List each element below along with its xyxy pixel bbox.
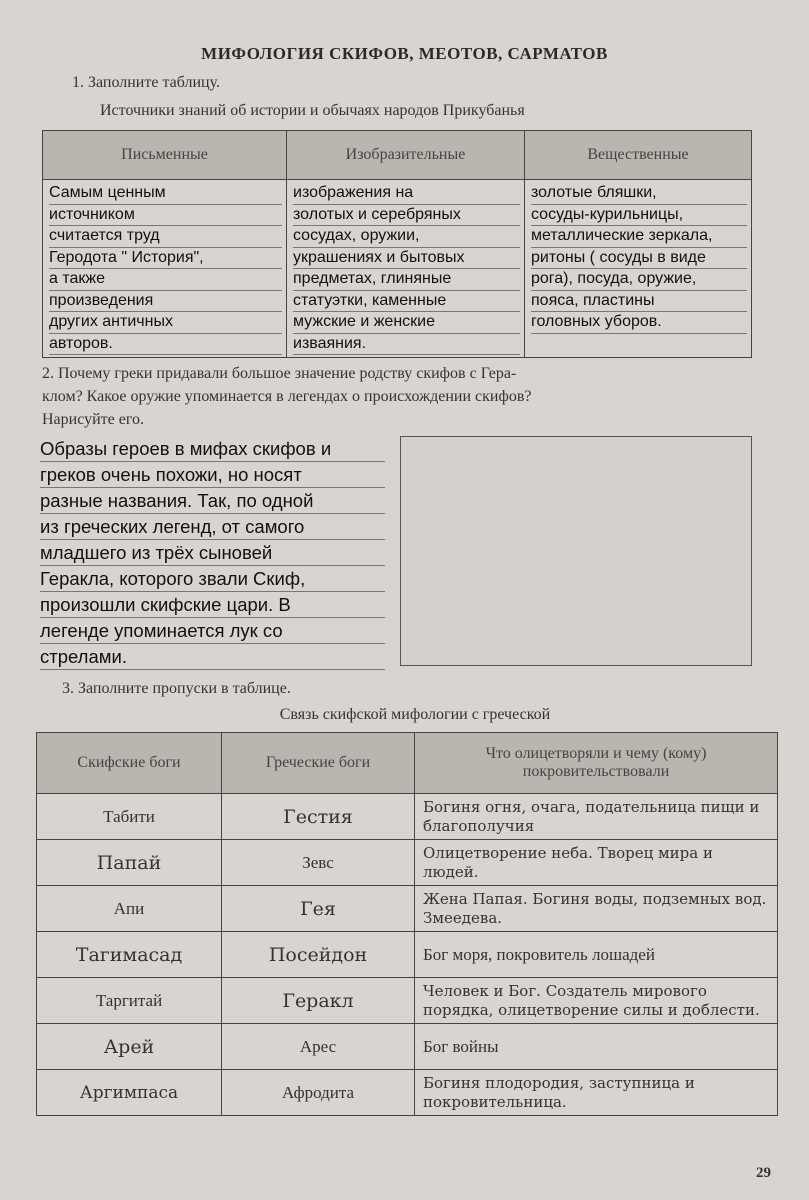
cell-line: считается труд (49, 226, 282, 248)
cell-line: мужские и женские (293, 312, 520, 334)
table-row (37, 1024, 778, 1070)
description-cell[interactable]: Бог войны (415, 1024, 778, 1070)
greek-god-cell[interactable]: Гея (222, 886, 415, 932)
description-cell[interactable]: Жена Папая. Богиня воды, подземных вод. Змеедева. (415, 886, 778, 932)
answer-line: из греческих легенд, от самого (40, 514, 385, 540)
header-material: Вещественные (525, 131, 752, 180)
page-title: МИФОЛОГИЯ СКИФОВ, МЕОТОВ, САРМАТОВ (201, 44, 608, 63)
cell-line: головных уборов. (531, 312, 747, 334)
drawing-box[interactable] (400, 436, 752, 666)
cell-line: предметах, глиняные (293, 269, 520, 291)
cell-line: золотых и серебряных (293, 205, 520, 227)
description-cell[interactable]: Богиня огня, очага, подательница пищи и благополучия (415, 794, 778, 840)
description-cell[interactable]: Богиня плодородия, заступница и покровительница. (415, 1070, 778, 1116)
task1-prompt: 1. Заполните таблицу. (72, 74, 220, 91)
table-row (37, 794, 778, 840)
description-cell[interactable]: Бог моря, покровитель лошадей (415, 932, 778, 978)
table-row (37, 840, 778, 886)
description-cell[interactable]: Олицетворение неба. Творец мира и людей. (415, 840, 778, 886)
task2-question (42, 362, 782, 431)
scythian-god-cell[interactable]: Апи (37, 886, 222, 932)
cell-line: сосуды-курильницы, (531, 205, 747, 227)
question-line: 2. Почему греки придавали большое значение родству скифов с Гера- (42, 365, 517, 382)
greek-god-cell[interactable]: Афродита (222, 1070, 415, 1116)
scythian-god-cell[interactable]: Арей (37, 1024, 222, 1070)
question-line: клом? Какое оружие упоминается в легендах о происхождении скифов? (42, 388, 532, 405)
answer-line: Геракла, которого звали Скиф, (40, 566, 385, 592)
scythian-god-cell[interactable]: Папай (37, 840, 222, 886)
cell-line: Геродота " История", (49, 248, 282, 270)
greek-god-cell[interactable]: Гестия (222, 794, 415, 840)
header-description: Что олицетворяли и чему (кому) покровительствовали (415, 733, 778, 794)
answer-line: разные названия. Так, по одной (40, 488, 385, 514)
cell-visual[interactable] (287, 180, 525, 358)
answer-line: стрелами. (40, 644, 385, 670)
scythian-god-cell[interactable]: Аргимпаса (37, 1070, 222, 1116)
table1-caption: Источники знаний об истории и обычаях народов Прикубанья (100, 102, 525, 119)
cell-line: рога), посуда, оружие, (531, 269, 747, 291)
cell-line: украшениях и бытовых (293, 248, 520, 270)
cell-line: пояса, пластины (531, 291, 747, 313)
cell-line: ритоны ( сосуды в виде (531, 248, 747, 270)
table2-caption: Связь скифской мифологии с греческой (279, 706, 551, 723)
scythian-god-cell[interactable]: Табити (37, 794, 222, 840)
header-scythian-gods: Скифские боги (37, 733, 222, 794)
scythian-god-cell[interactable]: Тагимасад (37, 932, 222, 978)
header-written: Письменные (43, 131, 287, 180)
sources-table (42, 130, 752, 358)
cell-line: а также (49, 269, 282, 291)
answer-line: произошли скифские цари. В (40, 592, 385, 618)
table-row (37, 1070, 778, 1116)
table-row (37, 932, 778, 978)
answer-line: младшего из трёх сыновей (40, 540, 385, 566)
scythian-god-cell[interactable]: Таргитай (37, 978, 222, 1024)
answer-line: греков очень похожи, но носят (40, 462, 385, 488)
cell-line: Самым ценным (49, 183, 282, 205)
cell-line: сосудах, оружии, (293, 226, 520, 248)
cell-written[interactable] (43, 180, 287, 358)
answer-line: легенде упоминается лук со (40, 618, 385, 644)
table-row (37, 978, 778, 1024)
cell-line: изваяния. (293, 334, 520, 356)
header-visual: Изобразительные (287, 131, 525, 180)
table-row (37, 886, 778, 932)
greek-god-cell[interactable]: Зевс (222, 840, 415, 886)
greek-god-cell[interactable]: Геракл (222, 978, 415, 1024)
cell-line: авторов. (49, 334, 282, 356)
greek-god-cell[interactable]: Посейдон (222, 932, 415, 978)
cell-line: изображения на (293, 183, 520, 205)
task2-answer[interactable] (40, 436, 385, 670)
cell-line: золотые бляшки, (531, 183, 747, 205)
cell-line: произведения (49, 291, 282, 313)
answer-line: Образы героев в мифах скифов и (40, 436, 385, 462)
cell-material[interactable] (525, 180, 752, 358)
header-greek-gods: Греческие боги (222, 733, 415, 794)
greek-god-cell[interactable]: Арес (222, 1024, 415, 1070)
cell-line: других античных (49, 312, 282, 334)
cell-line: источником (49, 205, 282, 227)
mythology-table (36, 732, 778, 1116)
cell-line: металлические зеркала, (531, 226, 747, 248)
description-cell[interactable]: Человек и Бог. Создатель мирового порядка, олицетворение силы и доблести. (415, 978, 778, 1024)
task3-prompt: 3. Заполните пропуски в таблице. (62, 680, 291, 697)
cell-line: статуэтки, каменные (293, 291, 520, 313)
question-line: Нарисуйте его. (42, 411, 145, 428)
page-number: 29 (756, 1165, 771, 1181)
